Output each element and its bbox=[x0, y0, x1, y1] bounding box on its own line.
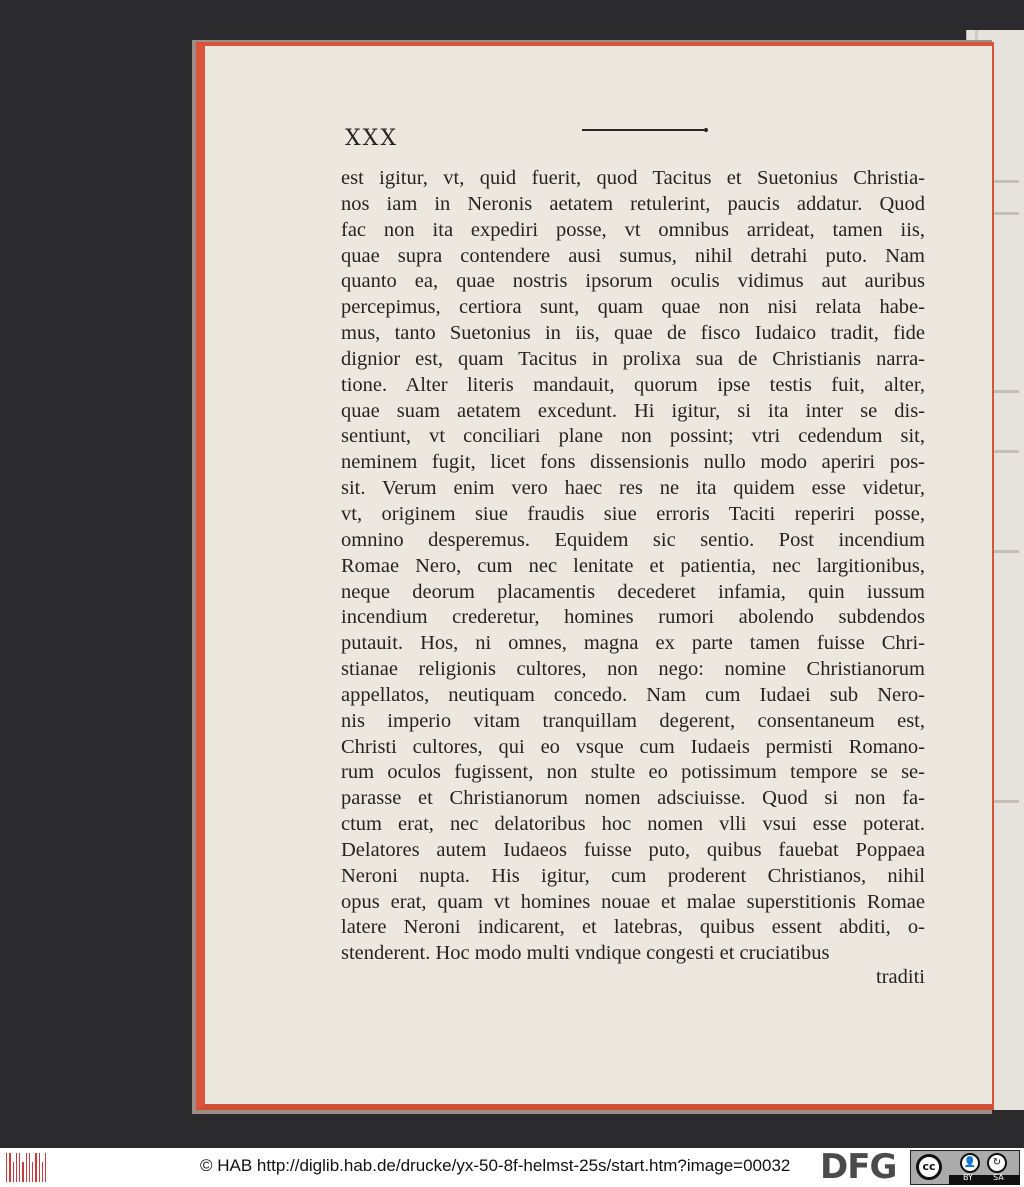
show-through-mark bbox=[991, 180, 1019, 183]
license-sa-label: SA bbox=[993, 1173, 1004, 1182]
license-label-strip bbox=[949, 1175, 1020, 1185]
text-line: quae suam aetatem excedunt. Hi igitur, si ita inter se dis- bbox=[341, 399, 925, 422]
text-line: tione. Alter literis mandauit, quorum ipse testis fuit, alter, bbox=[341, 373, 925, 396]
text-line: parasse et Christianorum nomen adsciuisse. Quod si non fa- bbox=[341, 787, 925, 810]
dfg-logo: DFG bbox=[820, 1147, 897, 1187]
copyright-link[interactable]: © HAB http://diglib.hab.de/drucke/yx-50-8f-helmst-25s/start.htm?image=00032 bbox=[200, 1156, 791, 1175]
text-line: nis imperio vitam tranquillam degerent, consentaneum est, bbox=[341, 709, 925, 732]
running-head: XXX bbox=[345, 126, 398, 151]
footer-bar bbox=[0, 1148, 1024, 1187]
text-line: Christi cultores, qui eo vsque cum Iudaeis permisti Romano- bbox=[341, 735, 925, 758]
text-line: opus erat, quam vt homines nouae et malae superstitionis Romae bbox=[341, 890, 925, 913]
cc-license-badge[interactable] bbox=[910, 1150, 1020, 1185]
text-line: omnino desperemus. Equidem sic sentio. Post incendium bbox=[341, 528, 925, 551]
license-by-label: BY bbox=[963, 1173, 973, 1182]
text-line: percepimus, certiora sunt, quam quae non nisi relata habe- bbox=[341, 296, 925, 319]
catchword: traditi bbox=[876, 966, 925, 988]
library-barcode-icon bbox=[6, 1153, 46, 1182]
body-text bbox=[341, 166, 925, 967]
text-line: appellatos, neutiquam concedo. Nam cum Iudaei sub Nero- bbox=[341, 683, 925, 706]
text-line: sentiunt, vt conciliari plane non possint; vtri cedendum sit, bbox=[341, 425, 925, 448]
text-line: stianae religionis cultores, non nego: nomine Christianorum bbox=[341, 658, 925, 681]
text-line: latere Neroni indicarent, et latebras, quibus essent abditi, o- bbox=[341, 916, 925, 939]
text-line: putauit. Hos, ni omnes, magna ex parte tamen fuisse Chri- bbox=[341, 632, 925, 655]
text-line: Neroni nupta. His igitur, cum proderent Christianos, nihil bbox=[341, 864, 925, 887]
text-line: ctum erat, nec delatoribus hoc nomen vlli vsui esse poterat. bbox=[341, 813, 925, 836]
text-line: sit. Verum enim vero haec res ne ita quidem esse videtur, bbox=[341, 477, 925, 500]
text-line: mus, tanto Suetonius in iis, quae de fisco Iudaico tradit, fide bbox=[341, 322, 925, 345]
show-through-mark bbox=[991, 550, 1019, 553]
text-line: nos iam in Neronis aetatem retulerint, paucis addatur. Quod bbox=[341, 192, 925, 215]
show-through-mark bbox=[991, 390, 1019, 393]
text-line: est igitur, vt, quid fuerit, quod Tacitus et Suetonius Christia- bbox=[341, 167, 925, 189]
text-line: rum oculos fugissent, non stulte eo potissimum tempore se se- bbox=[341, 761, 925, 784]
text-line: fac non ita expediri posse, vt omnibus arrideat, tamen iis, bbox=[341, 218, 925, 241]
text-line: neque deorum placamentis decederet infamia, quin iussum bbox=[341, 580, 925, 603]
text-line: incendium crederetur, homines rumori abolendo subdendos bbox=[341, 606, 925, 629]
text-line: Romae Nero, cum nec lenitate et patientia, nec largitionibus, bbox=[341, 554, 925, 577]
text-line: vt, originem siue fraudis siue erroris Taciti reperiri posse, bbox=[341, 502, 925, 525]
text-line: neminem fugit, licet fons dissensionis nullo modo aperiri pos- bbox=[341, 451, 925, 474]
show-through-mark bbox=[991, 450, 1019, 453]
cc-icon: cc bbox=[916, 1154, 942, 1180]
text-line: quanto ea, quae nostris ipsorum oculis vidimus aut auribus bbox=[341, 270, 925, 293]
text-line: quae supra contendere ausi sumus, nihil detrahi puto. Nam bbox=[341, 244, 925, 267]
text-line: dignior est, quam Tacitus in prolixa sua de Christianis narra- bbox=[341, 347, 925, 370]
share-alike-icon: ↻ bbox=[987, 1153, 1007, 1173]
head-rule bbox=[582, 129, 704, 131]
show-through-mark bbox=[991, 212, 1019, 215]
text-line: Delatores autem Iudaeos fuisse puto, quibus fauebat Poppaea bbox=[341, 838, 925, 861]
attribution-icon: 👤 bbox=[960, 1153, 980, 1173]
show-through-mark bbox=[991, 800, 1019, 803]
text-line: stenderent. Hoc modo multi vndique congesti et cruciatibus bbox=[341, 942, 830, 965]
